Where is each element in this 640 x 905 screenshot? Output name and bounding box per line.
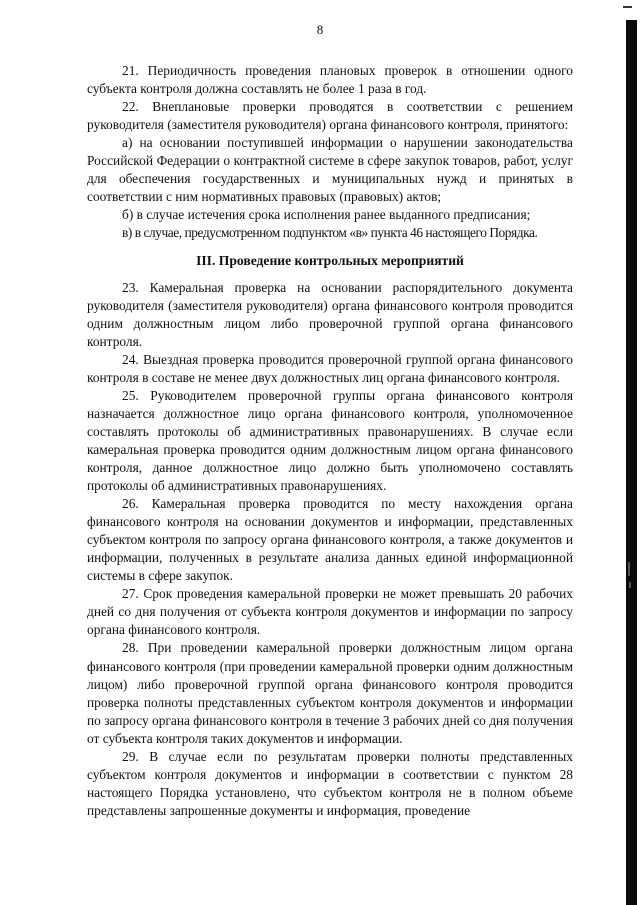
paragraph-group-after: [87, 279, 573, 820]
paragraph: 22. Внеплановые проверки проводятся в соответствии с решением руководителя (заместителя руководителя) органа финансового контроля, принятого:: [87, 99, 573, 133]
paragraph: а) на основании поступившей информации о нарушении законодательства Российской Федерации о контрактной системе в сфере закупок товаров, работ, услуг для обеспечения государственных и муниципальных нужд и принятых в соответствии с ним нормативных правовых (правовых) актов;: [87, 135, 573, 205]
margin-speck: [628, 562, 630, 576]
paragraph: 23. Камеральная проверка на основании распорядительного документа руководителя (заместителя руководителя) органа финансового контроля проводится одним должностным лицом либо проверочной группой органа финансового контроля.: [87, 279, 573, 349]
paragraph: 24. Выездная проверка проводится проверочной группой органа финансового контроля в составе не менее двух должностных лиц органа финансового контроля.: [87, 351, 573, 385]
paragraph: б) в случае истечения срока исполнения ранее выданного предписания;: [122, 207, 531, 223]
paragraph: 21. Периодичность проведения плановых проверок в отношении одного субъекта контроля должна составлять не более 1 раза в год.: [87, 63, 573, 97]
paragraph: 25. Руководителем проверочной группы органа финансового контроля назначается должностное лицо органа финансового контроля, уполномоченное составлять протоколы об административных правонарушениях. В случае если камеральная проверка проводится одним должностным лицом органа финансового контроля, данное должностное лицо должно быть уполномочено составлять протоколы об административных правонарушениях.: [87, 387, 573, 494]
scan-edge-shadow: [626, 20, 637, 905]
paragraph: 27. Срок проведения камеральной проверки не может превышать 20 рабочих дней со дня получения от субъекта контроля документов и информации по запросу органа финансового контроля.: [87, 586, 573, 638]
document-body: [87, 62, 573, 820]
page-number: 8: [316, 22, 324, 37]
paragraph-group-before: [87, 62, 573, 242]
section-heading: III. Проведение контрольных мероприятий: [196, 253, 464, 269]
corner-scan-mark: [623, 6, 632, 8]
margin-speck: [629, 582, 631, 588]
paragraph: 28. При проведении камеральной проверки должностным лицом органа финансового контроля (при проведении камеральной проверки одним должностным лицом) либо проверочной группой органа финансового контроля проводится проверка полноты представленных субъектом контроля документов и информации по запросу органа финансового контроля в течение 3 рабочих дней со дня получения от субъекта контроля таких документов и информации.: [87, 640, 573, 746]
paragraph: 26. Камеральная проверка проводится по месту нахождения органа финансового контроля на основании документов и информации, представленных субъектом контроля по запросу органа финансового контроля, а также документов и информации, полученных в результате анализа данных единой информационной системы в сфере закупок.: [87, 496, 573, 584]
paragraph: в) в случае, предусмотренном подпунктом «в» пункта 46 настоящего Порядка.: [122, 225, 538, 241]
paragraph: 29. В случае если по результатам проверки полноты представленных субъектом контроля документов и информации в соответствии с пунктом 28 настоящего Порядка установлено, что субъектом контроля не в полном объеме представлены запрошенные документы и информация, проведение: [87, 748, 573, 818]
